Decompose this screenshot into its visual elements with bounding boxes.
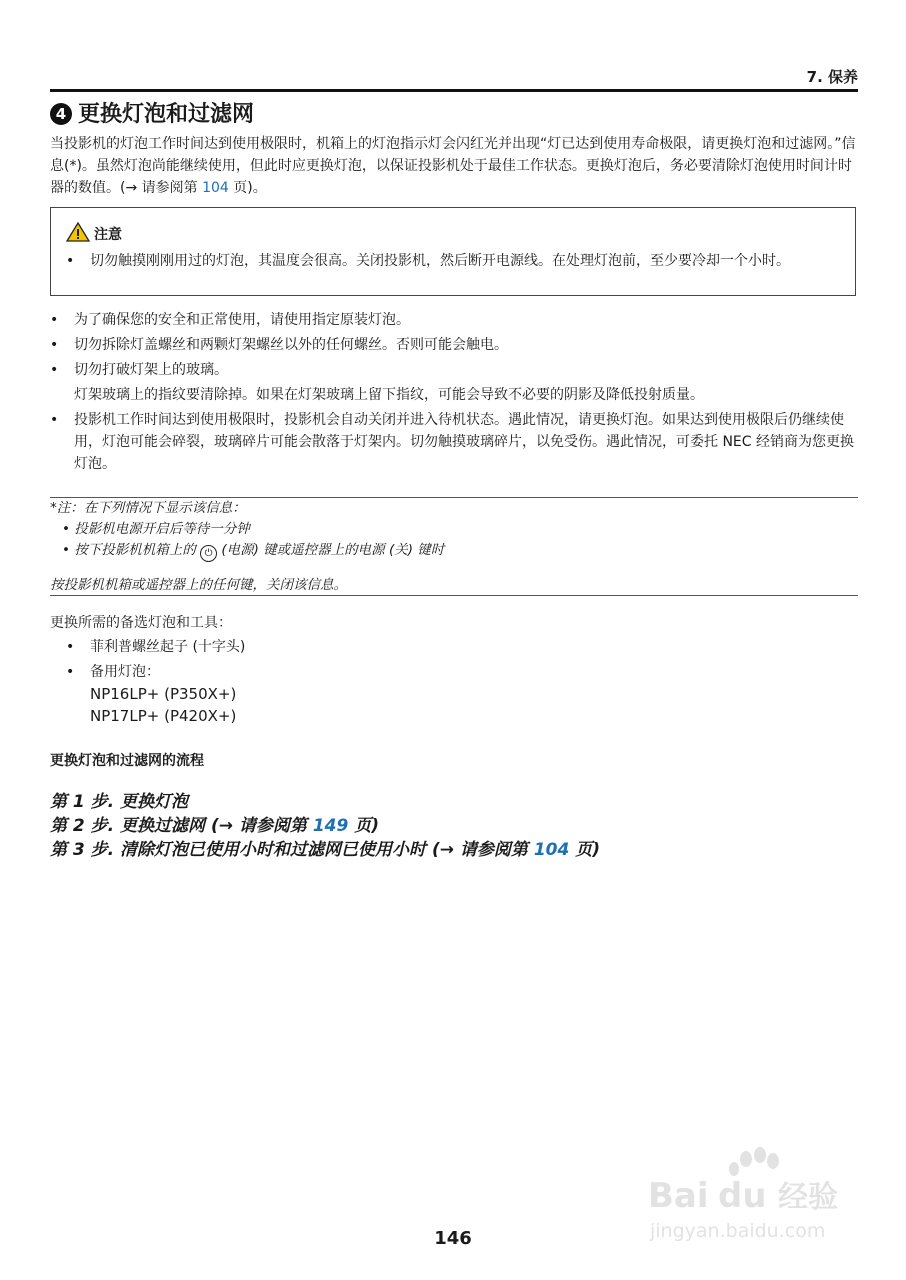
page-number: 146 — [434, 1228, 472, 1249]
parts-item: • 菲利普螺丝起子 (十字头) — [66, 636, 466, 658]
steps-list — [50, 790, 858, 862]
chapter-label: 7. 保养 — [806, 68, 858, 86]
watermark-brand: du — [718, 1176, 767, 1216]
parts-intro: 更换所需的备选灯泡和工具： — [50, 615, 232, 631]
bullet-subtext: 灯架玻璃上的指纹要清除掉。如果在灯架玻璃上留下指纹，可能会导致不必要的阴影及降低投射质量。 — [74, 387, 704, 403]
note-block — [50, 498, 858, 562]
safety-bullets — [50, 309, 858, 478]
note-text: • 按下投影机机箱上的 — [62, 542, 201, 558]
header-rule — [50, 89, 858, 92]
flow-heading: 更换灯泡和过滤网的流程 — [50, 753, 204, 769]
caution-heading — [66, 222, 122, 249]
parts-item: • 备用灯泡： — [66, 661, 466, 683]
bullet-item: • 为了确保您的安全和正常使用，请使用指定原装灯泡。 — [50, 309, 858, 331]
section-number-badge: 4 — [50, 103, 72, 125]
step-item — [50, 838, 858, 862]
intro-page-link[interactable]: 104 — [202, 180, 229, 196]
step-text: 第 3 步. 清除灯泡已使用小时和过滤网已使用小时 (→ 请参阅第 — [50, 840, 534, 860]
intro-paragraph — [50, 133, 858, 199]
note-line — [50, 540, 858, 562]
watermark-url: jingyan.baidu.com — [650, 1220, 826, 1242]
power-icon: ⏻ — [200, 545, 217, 562]
note-bottom-rule — [50, 595, 858, 596]
intro-text: 当投影机的灯泡工作时间达到使用极限时，机箱上的灯泡指示灯会闪红光并出现“灯已达到使用寿命极限，请更换灯泡和过滤网。”信息(*)。虽然灯泡尚能继续使用，但此时应更换灯泡，以保证投影机处于最佳工作状态。更换灯泡后，务必要清除灯泡使用时间计时器的数值。(→ 请参阅第 — [50, 136, 856, 196]
watermark-brand: 经验 — [778, 1180, 838, 1215]
bullet-item: • 切勿打破灯架上的玻璃。 — [50, 359, 858, 381]
bullet-item: • 切勿拆除灯盖螺丝和两颗灯架螺丝以外的任何螺丝。否则可能会触电。 — [50, 334, 858, 356]
caution-title: 注意 — [94, 227, 122, 243]
step-text: 第 2 步. 更换过滤网 (→ 请参阅第 — [50, 816, 313, 836]
bullet-item: • 投影机工作时间达到使用极限时，投影机会自动关闭并进入待机状态。遇此情况，请更换灯泡。如果达到使用极限后仍继续使用，灯泡可能会碎裂，玻璃碎片可能会散落于灯架内。切勿触摸玻璃碎片，以免受伤。遇此情况，可委托 NEC 经销商为您更换灯泡。 — [50, 409, 858, 475]
note-line: • 投影机电源开启后等待一分钟 — [62, 521, 250, 537]
parts-list — [66, 636, 466, 727]
section-title — [50, 100, 254, 130]
caution-list — [66, 250, 846, 272]
caution-item: • 切勿触摸刚刚用过的灯泡，其温度会很高。关闭投影机，然后断开电源线。在处理灯泡前，至少要冷却一个小时。 — [66, 250, 846, 272]
note-line: *注：在下列情况下显示该信息： — [50, 500, 246, 516]
intro-text-end: 页)。 — [228, 180, 267, 196]
lamp-model: NP16LP+ (P350X+) — [90, 685, 237, 703]
lamp-model: NP17LP+ (P420X+) — [90, 707, 237, 725]
step2-page-link[interactable]: 149 — [312, 816, 349, 836]
step-text: 页) — [569, 840, 601, 860]
note-line: 按投影机机箱或遥控器上的任何键，关闭该信息。 — [50, 577, 347, 593]
step-item: 第 1 步. 更换灯泡 — [50, 792, 189, 812]
note-text: (电源) 键或遥控器上的电源 (关) 键时 — [217, 542, 445, 558]
watermark-brand: Bai — [648, 1176, 709, 1216]
step-text: 页) — [348, 816, 380, 836]
warning-triangle-icon — [66, 222, 90, 249]
step3-page-link[interactable]: 104 — [533, 840, 570, 860]
step-item — [50, 814, 858, 838]
section-title-text: 更换灯泡和过滤网 — [78, 102, 255, 127]
